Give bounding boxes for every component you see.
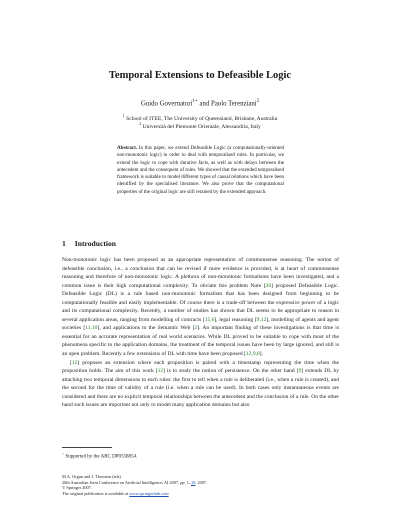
springerlink-link[interactable]: www.springerlink.com (129, 490, 169, 496)
author-line (0, 99, 400, 107)
citation-link[interactable]: [ 20 ] (264, 283, 273, 289)
author-name: Guido Governatori (140, 100, 193, 108)
page-link[interactable]: 10 (191, 479, 196, 485)
citation-link[interactable]: [ 12,9,8 ] (244, 351, 262, 357)
citation-link[interactable]: [ 2 ] (193, 325, 200, 331)
text-run: The original publication is available at (62, 490, 130, 496)
text-run: , legal reasoning (216, 316, 255, 323)
paragraph-2 (62, 359, 339, 410)
text-run: proposed Defeasible Logic. Defeasible Logic (DL) is a rule based non-monotonic formalism that has been designed from beginning to be computationally feasible and easily implementable. Of course there is a trade-off between the expressive power of a logic and its computational complexity. Recently, a number of studies has shown that DL seems to be appropriate to reason in several application areas, ranging from modelling of contracts (62, 282, 339, 323)
section-number: 1 (62, 239, 66, 248)
pubinfo-copyright: © Springer 2007. (62, 485, 92, 491)
affiliation-text: School of ITEE, The University of Queensland, Brisbane, Australia (126, 115, 278, 122)
footnote (62, 452, 137, 460)
text-run: extends DL by attaching two temporal dimensions to each rules: the first to tell when a rule is deliberated (i.e., when a rule is created), and the second for the time of validity of a rule (i.e. when a rule can be used). In both cases only instantaneous events are considered and there are no explicit temporal relationships between the antecedent and the conclusion of a rule. On the other hand such issues are important not only to model many application domains but also (62, 368, 339, 409)
abstract (117, 145, 284, 196)
citation-link[interactable]: [ 12 ] (156, 368, 165, 374)
citation-link[interactable]: [ 15,6 ] (203, 317, 216, 323)
footnote-divider (62, 447, 112, 448)
abstract-text: In this paper, we extend Defeasible Logic (a computationally-oriented non-monotonic logic) in order to deal with temporalised rules. In particular, we extend the logic to cope with durative facts, as well as with delays between the antecedent and the consequent of rules. We showed that the extended temporalised framework is suitable to model different types of causal relations which have been identified by the specialised literature. We also prove that the computational properties of the original logic are still retained by the extended approach. (117, 145, 284, 195)
text-run: is to study the notion of persistence. On the other hand (165, 368, 297, 375)
author-name: Paolo Terenziani (211, 100, 257, 108)
text-run: Non-monotonic logic has been proposed as an appropriate representation of commonsense reasoning. The notion of defeasible conclusion, i.e., a conclusion that can be revised if more evidence is provided, is at heart of commonsense reasoning and therefore of non-monotonic logic. A plethora of non-monotonic formalisms have been investigated, and a common issue is their high computational complexity. To obviate this problem Nute (62, 257, 339, 289)
paragraph-1 (62, 256, 339, 359)
text-run: , modelling of agents and agent societies (62, 316, 339, 332)
author-marks: 1⋆ (192, 99, 198, 104)
affiliation-mark: 2 (139, 121, 142, 126)
affiliation-text: Università del Piemonte Orientale, Alessandria, Italy (142, 123, 261, 130)
footnote-text: Supported by the ARC DP0558854. (65, 454, 138, 460)
footnote-mark: ⋆ (62, 452, 65, 456)
text-run: proposes an extension where each proposition is paired with a timestamp representing the time when the proposition holds. The aim of this work (62, 359, 339, 375)
text-run: , and applications to the Semantic Web (99, 325, 193, 332)
text-run: , 2007. (195, 479, 208, 485)
publication-info (62, 474, 207, 496)
pubinfo-editors: M.A. Orgun and J. Thornton (eds) (62, 474, 121, 479)
paper-title: Temporal Extensions to Defeasible Logic (108, 70, 292, 81)
section-heading (62, 239, 116, 248)
affiliation-2 (0, 121, 400, 131)
author-connector: and (197, 100, 212, 108)
text-run: 20th Australian Joint Conference on Artificial Intelligence, AI 2007, pp. 1– (62, 479, 191, 485)
affiliation-mark: 1 (122, 114, 125, 118)
text-run: . (261, 351, 264, 358)
abstract-label: Abstract. (117, 145, 138, 151)
author-marks: 2 (256, 99, 260, 104)
body-text (62, 256, 339, 410)
citation-link[interactable]: [ 9,12 ] (255, 317, 268, 323)
citation-link[interactable]: [ 9 ] (297, 368, 304, 374)
pubinfo-availability (62, 491, 207, 497)
text-run: . An important finding of these investigations is that time is essential for an accurate representation of real world scenarios. While DL proved to be suitable to cope with most of the phenomena specific to the application domains, the treatment of the temporal issues have been by large ignored, and still is an open problem. Recently a few extensions of DL with time have been proposed (62, 325, 339, 358)
citation-link[interactable]: [ 11,10 ] (83, 325, 99, 331)
citation-link[interactable]: [ 12 ] (70, 360, 79, 366)
section-title: Introduction (74, 239, 117, 248)
